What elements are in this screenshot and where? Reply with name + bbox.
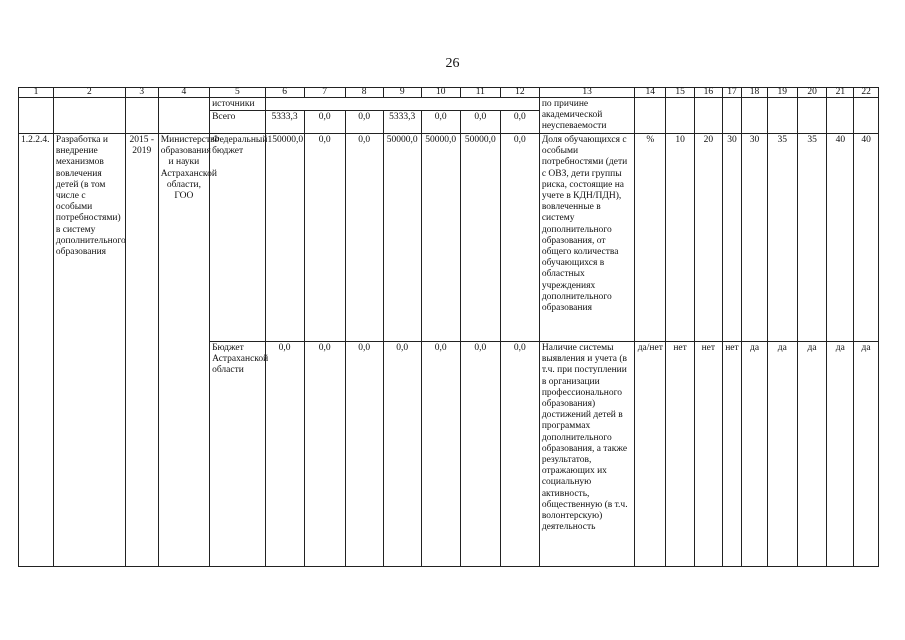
- finance-value: 5333,3: [383, 111, 421, 134]
- finance-value: 50000,0: [421, 134, 460, 342]
- funding-source: Федеральный бюджет: [210, 134, 265, 342]
- column-number: 2: [53, 88, 125, 98]
- finance-value: 0,0: [265, 342, 304, 567]
- program-table: [18, 87, 879, 567]
- empty-cell: [767, 98, 797, 134]
- indicator-unit: да/нет: [635, 342, 666, 567]
- finance-value: 0,0: [345, 134, 383, 342]
- finance-value: 0,0: [304, 342, 345, 567]
- finance-value: 0,0: [345, 342, 383, 567]
- finance-value: 0,0: [460, 342, 500, 567]
- federal-budget-row: [19, 134, 879, 342]
- empty-cell: [635, 98, 666, 134]
- column-number-row: [19, 88, 879, 98]
- column-number: 3: [125, 88, 158, 98]
- finance-value: 0,0: [500, 111, 539, 134]
- target-value: нет: [722, 342, 742, 567]
- column-number: 15: [666, 88, 695, 98]
- column-number: 20: [797, 88, 827, 98]
- empty-cell: [666, 98, 695, 134]
- empty-cell: [158, 98, 209, 134]
- empty-cell: [125, 98, 158, 134]
- target-value: да: [854, 342, 879, 567]
- target-value: 40: [854, 134, 879, 342]
- finance-value: 0,0: [500, 134, 539, 342]
- column-number: 4: [158, 88, 209, 98]
- column-number: 19: [767, 88, 797, 98]
- column-number: 12: [500, 88, 539, 98]
- finance-value: 0,0: [421, 342, 460, 567]
- item-code: 1.2.2.4.: [19, 134, 54, 567]
- column-number: 8: [345, 88, 383, 98]
- column-number: 22: [854, 88, 879, 98]
- target-value: да: [797, 342, 827, 567]
- finance-value: 50000,0: [460, 134, 500, 342]
- column-number: 21: [827, 88, 854, 98]
- finance-value: 0,0: [304, 111, 345, 134]
- empty-cell: [797, 98, 827, 134]
- target-value: 35: [797, 134, 827, 342]
- target-value: 35: [767, 134, 797, 342]
- indicator-tail: по причине академической неуспеваемости: [539, 98, 635, 134]
- empty-cell: [742, 98, 768, 134]
- funding-source: Бюджет Астраханской области: [210, 342, 265, 567]
- column-number: 9: [383, 88, 421, 98]
- column-number: 10: [421, 88, 460, 98]
- empty-cell: [854, 98, 879, 134]
- empty-cell: [694, 98, 722, 134]
- column-number: 16: [694, 88, 722, 98]
- column-number: 7: [304, 88, 345, 98]
- item-name: Разработка и внедрение механизмов вовлечения детей (в том числе с особыми потребностями) в систему дополнительного образования: [53, 134, 125, 567]
- target-value: нет: [694, 342, 722, 567]
- finance-value: 50000,0: [383, 134, 421, 342]
- finance-value: 0,0: [421, 111, 460, 134]
- item-period: 2015 - 2019: [125, 134, 158, 567]
- empty-cell: [827, 98, 854, 134]
- target-value: 30: [742, 134, 768, 342]
- source-label: источники: [210, 98, 265, 111]
- column-number: 14: [635, 88, 666, 98]
- finance-value: 0,0: [304, 134, 345, 342]
- page-number: 26: [445, 56, 460, 71]
- target-value: 40: [827, 134, 854, 342]
- empty-cell: [722, 98, 742, 134]
- indicator-text: Доля обучающихся с особыми потребностями (дети с ОВЗ, дети группы риска, состоящие на учете в КДН/ПДН), вовлеченные в систему дополнительного образования, от общего количества обучающихся в областных учреждениях дополнительного образования: [539, 134, 635, 342]
- column-number: 13: [539, 88, 635, 98]
- indicator-text: Наличие системы выявления и учета (в т.ч. при поступлении в организации профессионального образования) достижений детей в программах дополнительного образования, а также результатов, отражающих их социальную активность, общественную (в т.ч. волонтерскую) деятельность: [539, 342, 635, 567]
- target-value: да: [742, 342, 768, 567]
- finance-value: 0,0: [500, 342, 539, 567]
- finance-value: 0,0: [345, 111, 383, 134]
- indicator-unit: %: [635, 134, 666, 342]
- target-value: да: [767, 342, 797, 567]
- target-value: 30: [722, 134, 742, 342]
- finance-value: 5333,3: [265, 111, 304, 134]
- finance-value: 150000,0: [265, 134, 304, 342]
- target-value: 10: [666, 134, 695, 342]
- column-number: 1: [19, 88, 54, 98]
- finance-value: 0,0: [460, 111, 500, 134]
- target-value: да: [827, 342, 854, 567]
- column-number: 18: [742, 88, 768, 98]
- empty-cell: [265, 98, 539, 111]
- target-value: 20: [694, 134, 722, 342]
- column-number: 17: [722, 88, 742, 98]
- empty-cell: [19, 98, 54, 134]
- column-number: 11: [460, 88, 500, 98]
- empty-cell: [53, 98, 125, 134]
- column-number: 5: [210, 88, 265, 98]
- finance-value: 0,0: [383, 342, 421, 567]
- target-value: нет: [666, 342, 695, 567]
- item-executor: Министерство образования и науки Астраханской области, ГОО: [158, 134, 209, 567]
- total-label: Всего: [210, 111, 265, 134]
- column-number: 6: [265, 88, 304, 98]
- carryover-source-row: [19, 98, 879, 111]
